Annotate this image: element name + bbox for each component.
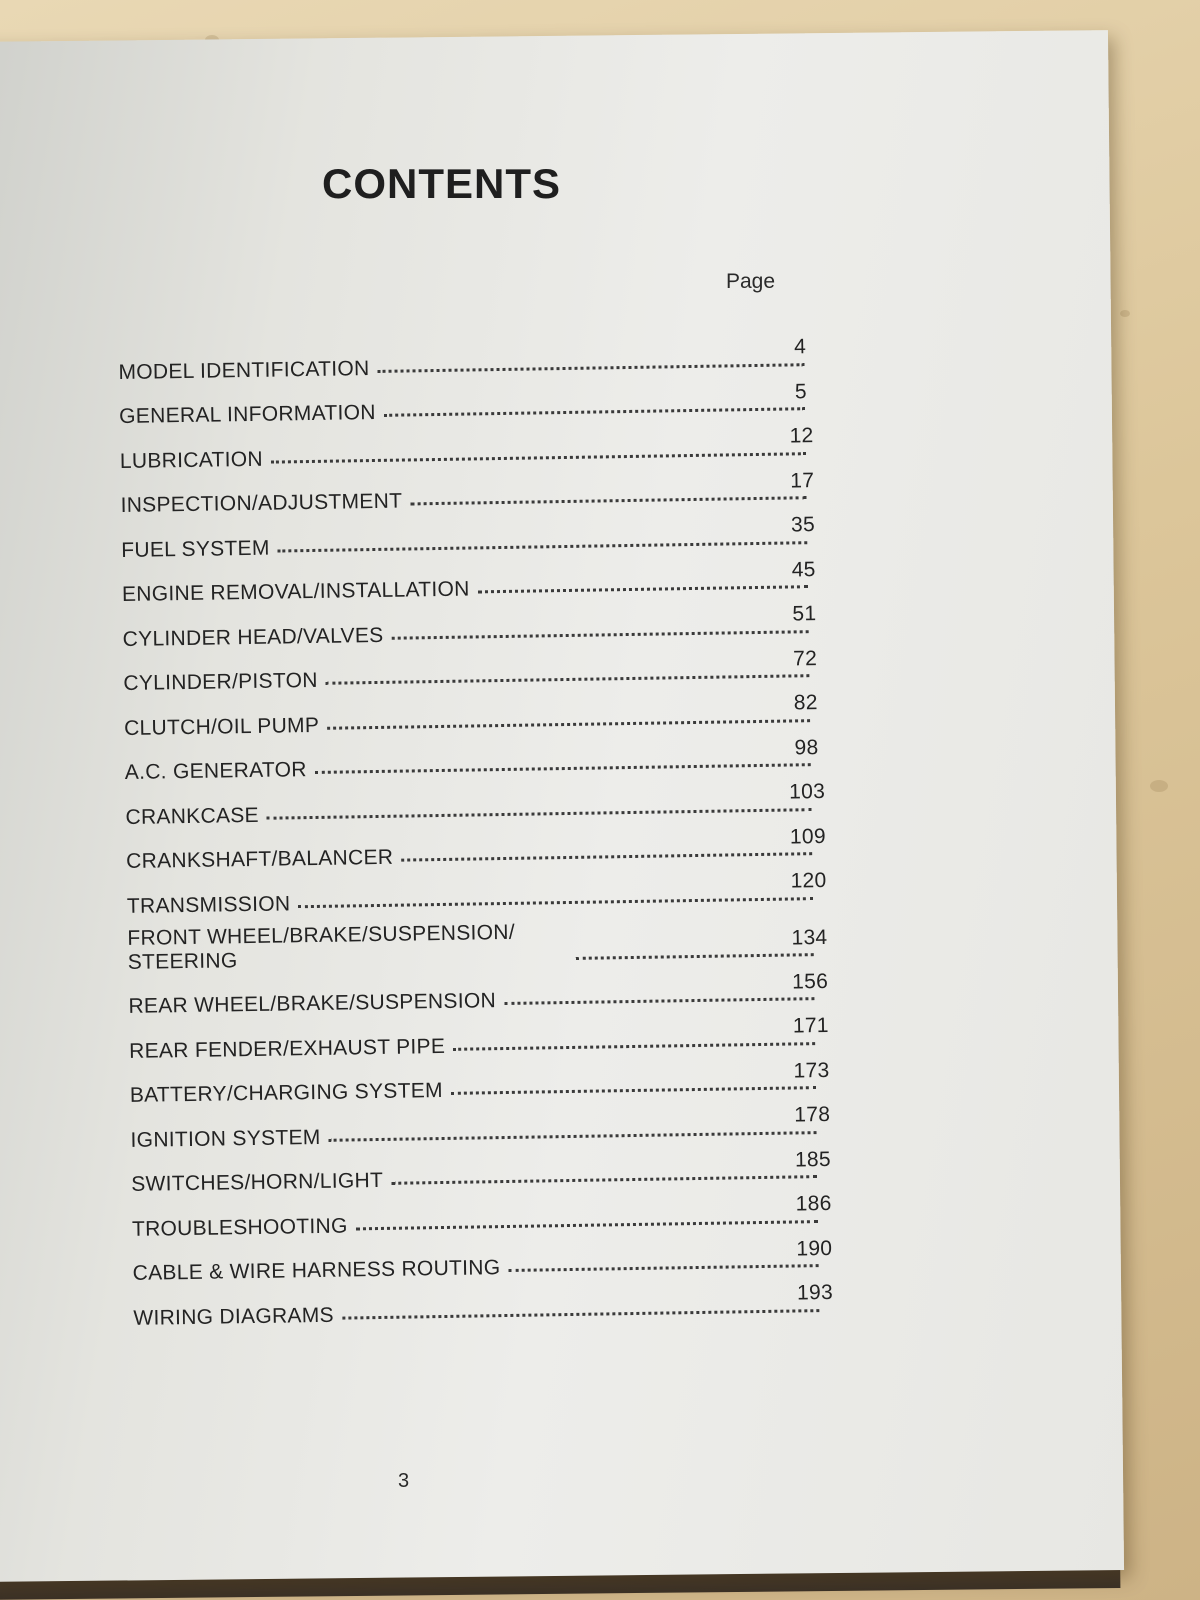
toc-entry-title: CABLE & WIRE HARNESS ROUTING bbox=[132, 1256, 501, 1285]
toc-entry-page: 51 bbox=[792, 602, 817, 626]
leader-dots bbox=[384, 407, 805, 417]
toc-entry-title: FRONT WHEEL/BRAKE/SUSPENSION/ STEERING bbox=[127, 920, 516, 974]
toc-entry-page: 82 bbox=[793, 691, 818, 715]
toc-entry-page: 5 bbox=[794, 379, 808, 403]
toc-entry-title: BATTERY/CHARGING SYSTEM bbox=[129, 1078, 444, 1107]
table-of-contents bbox=[118, 329, 845, 1331]
leader-dots bbox=[315, 763, 811, 774]
toc-entry-page: 171 bbox=[792, 1013, 830, 1038]
toc-entry-page: 109 bbox=[789, 824, 827, 849]
toc-entry-title: CRANKCASE bbox=[125, 803, 260, 829]
toc-entry-page: 193 bbox=[796, 1280, 834, 1305]
leader-dots bbox=[267, 808, 812, 820]
leader-dots bbox=[451, 1086, 816, 1095]
toc-entry-page: 134 bbox=[791, 925, 828, 949]
toc-entry-page: 156 bbox=[791, 969, 829, 993]
leader-dots bbox=[278, 541, 808, 552]
toc-entry-title: TROUBLESHOOTING bbox=[131, 1214, 348, 1241]
leader-dots bbox=[356, 1220, 818, 1230]
surface-stain bbox=[1120, 310, 1130, 317]
leader-dots bbox=[576, 953, 814, 960]
leader-dots bbox=[327, 719, 810, 730]
toc-entry-title: CYLINDER/PISTON bbox=[123, 668, 318, 695]
toc-entry-title: SWITCHES/HORN/LIGHT bbox=[131, 1168, 384, 1196]
toc-entry-page: 45 bbox=[791, 557, 816, 581]
toc-entry-title: ENGINE REMOVAL/INSTALLATION bbox=[121, 577, 470, 606]
leader-dots bbox=[478, 585, 808, 593]
toc-entry-page: 72 bbox=[792, 646, 818, 670]
toc-entry-page: 178 bbox=[794, 1102, 831, 1127]
leader-dots bbox=[391, 1175, 817, 1185]
leader-dots bbox=[391, 630, 808, 640]
page-column-header: Page bbox=[726, 270, 776, 293]
toc-entry-title: WIRING DIAGRAMS bbox=[133, 1303, 335, 1330]
toc-entry-page: 120 bbox=[790, 868, 827, 893]
toc-entry-title: TRANSMISSION bbox=[126, 891, 291, 918]
leader-dots bbox=[504, 997, 814, 1005]
toc-entry-title: REAR WHEEL/BRAKE/SUSPENSION bbox=[128, 989, 497, 1018]
toc-entry-page: 173 bbox=[793, 1058, 830, 1082]
toc-entry-title: FUEL SYSTEM bbox=[121, 536, 270, 562]
toc-entry-page: 35 bbox=[790, 513, 816, 537]
toc-entry-title: INSPECTION/ADJUSTMENT bbox=[120, 489, 403, 517]
leader-dots bbox=[378, 363, 805, 373]
page-title: CONTENTS bbox=[322, 160, 561, 207]
leader-dots bbox=[453, 1042, 815, 1051]
toc-entry-title: GENERAL INFORMATION bbox=[119, 400, 376, 428]
leader-dots bbox=[329, 1131, 817, 1142]
toc-entry-title: REAR FENDER/EXHAUST PIPE bbox=[128, 1034, 446, 1063]
leader-dots bbox=[401, 852, 812, 861]
leader-dots bbox=[508, 1264, 818, 1272]
toc-entry-page: 103 bbox=[789, 779, 826, 804]
toc-entry-title: IGNITION SYSTEM bbox=[130, 1125, 321, 1152]
toc-entry-title: A.C. GENERATOR bbox=[124, 758, 307, 784]
toc-entry-page: 186 bbox=[795, 1191, 832, 1216]
page-number: 3 bbox=[398, 1470, 410, 1492]
toc-entry-page: 17 bbox=[790, 468, 815, 492]
toc-entry-page: 12 bbox=[789, 424, 814, 448]
leader-dots bbox=[342, 1309, 819, 1319]
toc-entry-page: 4 bbox=[794, 335, 807, 359]
toc-entry-title: CYLINDER HEAD/VALVES bbox=[122, 623, 384, 651]
leader-dots bbox=[326, 674, 810, 685]
leader-dots bbox=[271, 452, 806, 463]
toc-entry-title: CRANKSHAFT/BALANCER bbox=[126, 845, 394, 873]
leader-dots bbox=[298, 897, 813, 908]
surface-stain bbox=[1150, 780, 1168, 792]
toc-entry-page: 98 bbox=[794, 735, 819, 759]
toc-entry-title: LUBRICATION bbox=[119, 447, 264, 473]
toc-entry-title: CLUTCH/OIL PUMP bbox=[123, 713, 320, 740]
toc-entry-page: 190 bbox=[796, 1236, 833, 1260]
leader-dots bbox=[410, 496, 806, 505]
toc-entry-title: MODEL IDENTIFICATION bbox=[118, 356, 370, 384]
toc-entry-page: 185 bbox=[794, 1147, 832, 1171]
